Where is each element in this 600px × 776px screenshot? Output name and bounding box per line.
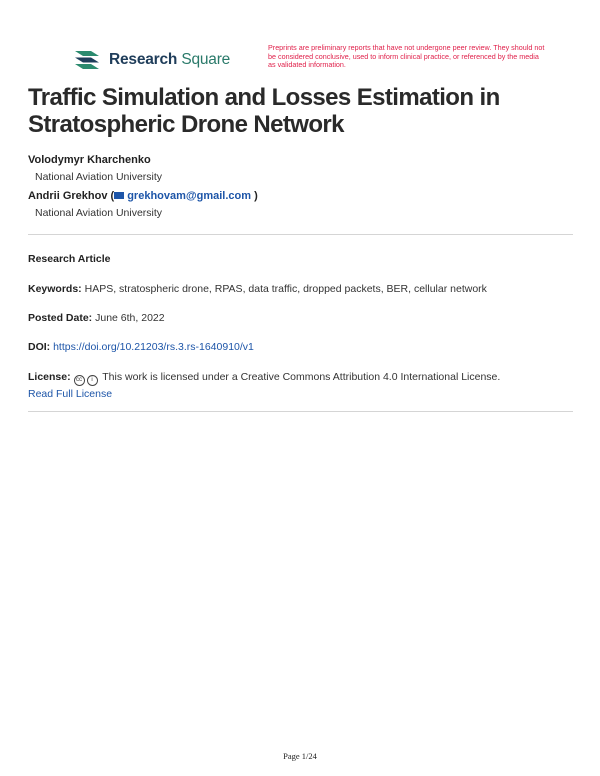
logo-word-square: Square: [181, 51, 231, 68]
cc-icon: cc: [74, 375, 85, 386]
posted-date-row: [28, 312, 165, 324]
license-row: [28, 371, 500, 386]
doi-label: DOI:: [28, 341, 51, 353]
divider: [28, 411, 573, 412]
doi-row: [28, 341, 254, 353]
logo-wordmark: [109, 51, 230, 69]
article-type: Research Article: [28, 253, 111, 265]
research-square-logo-icon: [73, 49, 101, 71]
keywords-label: Keywords:: [28, 283, 82, 295]
divider: [28, 234, 573, 235]
read-full-license-link[interactable]: Read Full License: [28, 388, 113, 400]
keywords-value: HAPS, stratospheric drone, RPAS, data traffic, dropped packets, BER, cellular network: [84, 283, 487, 295]
logo-word-research: Research: [109, 51, 178, 68]
author-entry: Andrii Grekhov ( grekhovam@gmail.com ): [28, 190, 258, 202]
posted-date-label: Posted Date:: [28, 312, 93, 324]
author-email-link[interactable]: [114, 190, 251, 202]
author-name: Volodymyr Kharchenko: [28, 154, 151, 166]
preprint-disclaimer: Preprints are preliminary reports that have not undergone peer review. They should not be considered conclusive, used to inform clinical practice, or referenced by the media as validated information.: [268, 43, 545, 70]
license-text: This work is licensed under a Creative Commons Attribution 4.0 International License.: [102, 371, 501, 383]
keywords-row: [28, 283, 487, 295]
author-name: Andrii Grekhov: [28, 190, 108, 202]
research-square-logo[interactable]: [73, 47, 230, 73]
envelope-icon: [114, 192, 124, 199]
author-affiliation: National Aviation University: [35, 171, 163, 183]
page-number: Page 1/24: [283, 751, 317, 761]
author-email: grekhovam@gmail.com: [127, 190, 252, 202]
doi-link[interactable]: https://doi.org/10.21203/rs.3.rs-1640910/v1: [53, 341, 254, 353]
page-title: Traffic Simulation and Losses Estimation in Stratospheric Drone Network: [28, 84, 500, 138]
by-icon: i: [87, 375, 98, 386]
author-affiliation: National Aviation University: [35, 207, 163, 219]
license-label: License:: [28, 371, 71, 383]
posted-date-value: June 6th, 2022: [95, 312, 165, 324]
